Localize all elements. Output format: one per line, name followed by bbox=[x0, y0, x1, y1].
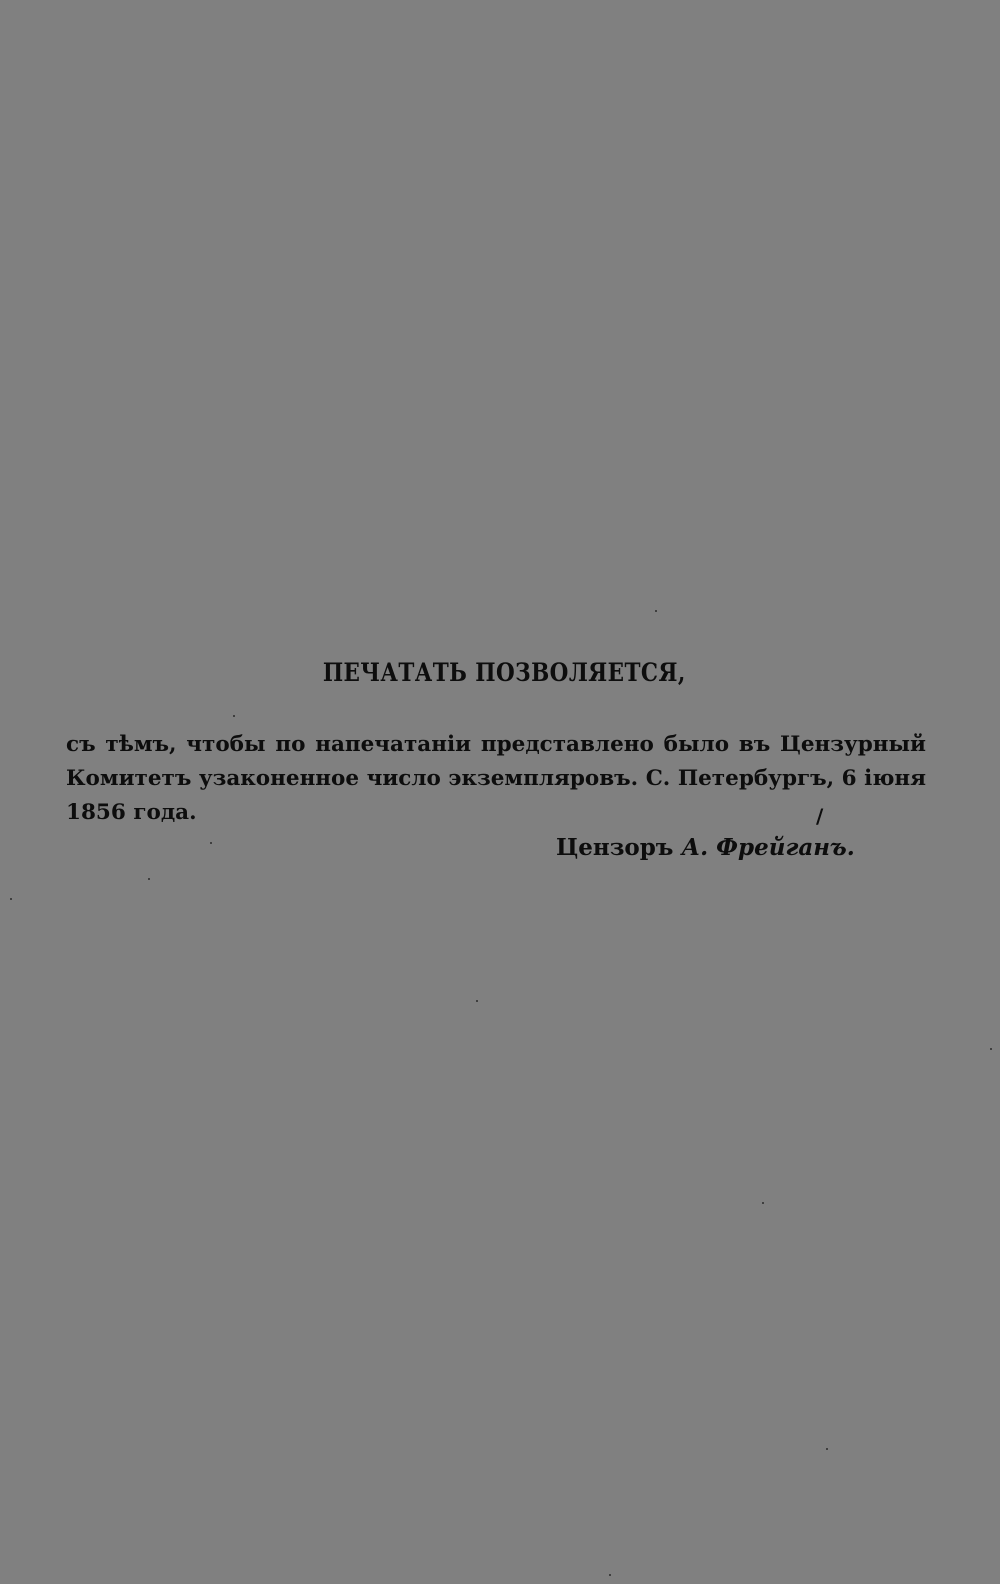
censor-name: А. Фрейганъ. bbox=[681, 834, 855, 861]
scan-speck bbox=[762, 1202, 764, 1204]
scan-speck bbox=[826, 1448, 828, 1450]
scan-speck bbox=[990, 1048, 992, 1050]
scan-speck bbox=[655, 610, 657, 612]
statement-line-2: Комитетъ узаконенное число экземпляровъ. С. Петербургъ, 6 іюня bbox=[66, 766, 926, 791]
scan-speck bbox=[609, 1574, 611, 1576]
statement-line-1: съ тѣмъ, чтобы по напечатаніи представлено было въ Цензурный bbox=[66, 732, 926, 757]
censor-signature bbox=[556, 834, 855, 861]
scan-speck bbox=[210, 842, 212, 844]
scan-speck bbox=[476, 1000, 478, 1002]
scan-speck bbox=[10, 898, 12, 900]
censorship-statement bbox=[66, 728, 926, 830]
scan-speck bbox=[233, 715, 235, 717]
scan-speck bbox=[148, 878, 150, 880]
ink-mark: / bbox=[816, 804, 824, 828]
statement-line-3: 1856 года. bbox=[66, 800, 197, 825]
censor-role: Цензоръ bbox=[556, 834, 674, 861]
page-heading: ПЕЧАТАТЬ ПОЗВОЛЯЕТСЯ, bbox=[322, 658, 686, 687]
